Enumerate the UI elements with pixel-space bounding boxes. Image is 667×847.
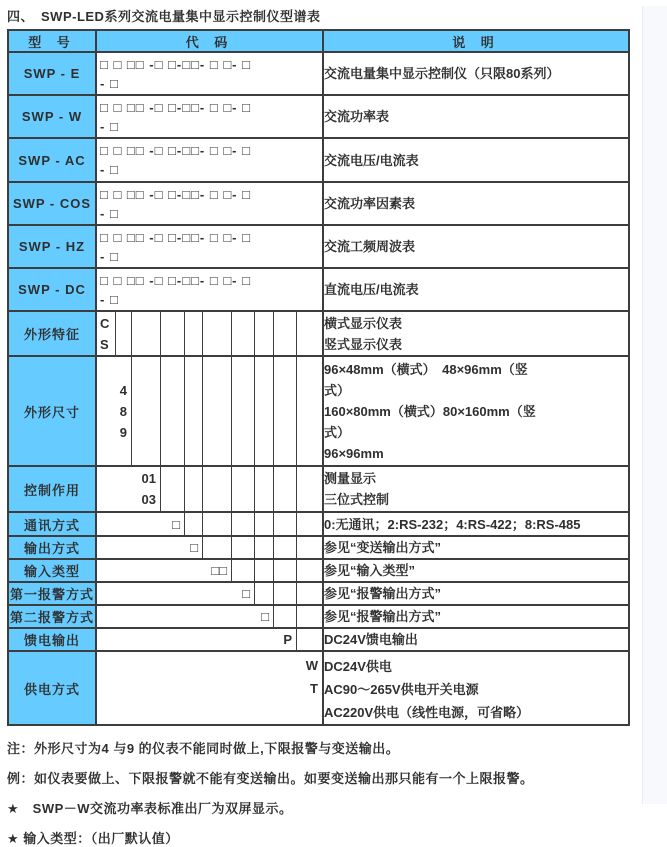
desc-cell: 96×48mm（横式） 48×96mm（竖 式） 160×80mm（横式）80×160mm（竖 式） 96×96mm xyxy=(323,356,629,466)
code-subcell xyxy=(273,513,296,535)
desc-cell: 交流功率表 xyxy=(323,95,629,138)
code-subcell xyxy=(160,357,184,465)
code-subcell xyxy=(273,537,296,558)
code-subcell xyxy=(184,513,202,535)
table-header-row xyxy=(8,30,629,52)
code-subcell xyxy=(296,560,322,581)
model-name: SWP - AC xyxy=(8,138,96,182)
code-subcell xyxy=(254,513,273,535)
desc-cell: 参见“输入类型” xyxy=(323,559,629,582)
spec-label: 外形尺寸 xyxy=(8,356,96,466)
code-value-cell: W T xyxy=(305,658,318,696)
code-boxes-line1: □ □ □□ -□ □-□□- □ □- □ xyxy=(100,186,251,202)
code-boxes-line1: □ □ □□ -□ □-□□- □ □- □ xyxy=(100,99,251,115)
code-subcell xyxy=(254,312,273,355)
spec-row-alarm-1 xyxy=(8,582,629,605)
code-boxes-line1: □ □ □□ -□ □-□□- □ □- □ xyxy=(100,229,251,245)
code-boxes-line1: □ □ □□ -□ □-□□- □ □- □ xyxy=(100,56,251,72)
code-subcell xyxy=(184,357,202,465)
code-cell xyxy=(96,466,323,512)
model-row-swp-ac xyxy=(8,138,629,182)
code-cell xyxy=(96,559,323,582)
code-subcell xyxy=(296,629,322,650)
code-cell xyxy=(96,582,323,605)
spec-label: 馈电输出 xyxy=(8,628,96,651)
desc-cell: DC24V馈电输出 xyxy=(323,628,629,651)
spec-row-alarm-2 xyxy=(8,605,629,628)
page-title: 四、 SWP-LED系列交流电量集中显示控制仪型谱表 xyxy=(7,9,321,24)
desc-cell: 交流工频周波表 xyxy=(323,225,629,268)
code-cell xyxy=(96,536,323,559)
header-model: 型 号 xyxy=(8,30,96,52)
code-subcell xyxy=(202,357,231,465)
model-name: SWP - W xyxy=(8,95,96,138)
code-subcell xyxy=(273,560,296,581)
code-cell xyxy=(96,605,323,628)
model-name: SWP - E xyxy=(8,52,96,95)
code-subcell xyxy=(296,606,322,627)
footnotes xyxy=(7,738,666,847)
code-subcell xyxy=(231,312,254,355)
code-subcell xyxy=(160,312,184,355)
code-boxes-line2: - □ xyxy=(100,205,119,221)
code-cell xyxy=(96,268,323,311)
code-value-cell: □ xyxy=(190,540,198,555)
code-subcell xyxy=(160,467,184,511)
code-boxes-line1: □ □ □□ -□ □-□□- □ □- □ xyxy=(100,143,251,158)
header-code: 代 码 xyxy=(96,30,323,52)
code-subcell xyxy=(296,467,322,511)
spec-row-output xyxy=(8,536,629,559)
code-boxes-line2: - □ xyxy=(100,162,119,177)
code-subcell xyxy=(296,312,322,355)
desc-cell: DC24V供电 AC90～265V供电开关电源 AC220V供电（线性电源，可省略） xyxy=(323,651,629,725)
spec-label: 输出方式 xyxy=(8,536,96,559)
code-value-cell: □ xyxy=(172,516,180,532)
code-value-cell: □ xyxy=(242,586,250,601)
code-subcell xyxy=(296,583,322,604)
model-row-swp-e xyxy=(8,52,629,95)
code-subcell xyxy=(254,357,273,465)
spec-label: 第二报警方式 xyxy=(8,605,96,628)
note-line: 例：如仪表要做上、下限报警就不能有变送输出。如要变送输出那只能有一个上限报警。 xyxy=(7,771,534,786)
code-boxes-line2: - □ xyxy=(100,291,119,307)
spec-row-communication xyxy=(8,512,629,536)
desc-cell: 参见“报警输出方式” xyxy=(323,605,629,628)
desc-cell: 交流电量集中显示控制仪（只限80系列） xyxy=(323,52,629,95)
code-cell xyxy=(96,356,323,466)
spec-row-control xyxy=(8,466,629,512)
code-value-cell: □□ xyxy=(211,563,227,578)
code-cell xyxy=(96,95,323,138)
spec-label: 第一报警方式 xyxy=(8,582,96,605)
code-subcell xyxy=(202,312,231,355)
desc-cell: 直流电压/电流表 xyxy=(323,268,629,311)
model-row-swp-dc xyxy=(8,268,629,311)
desc-cell: 0:无通讯；2:RS-232；4:RS-422；8:RS-485 xyxy=(323,512,629,536)
code-subcell xyxy=(184,467,202,511)
spec-label: 通讯方式 xyxy=(8,512,96,536)
code-subcell xyxy=(202,467,231,511)
code-subcell xyxy=(273,583,296,604)
code-subcell xyxy=(254,583,273,604)
code-cell xyxy=(96,182,323,225)
code-subcell xyxy=(231,357,254,465)
code-subcell xyxy=(231,513,254,535)
header-desc: 说 明 xyxy=(323,30,629,52)
model-name: SWP - DC xyxy=(8,268,96,311)
note-line: ★ 输入类型：（出厂默认值） xyxy=(7,831,179,846)
spec-label: 控制作用 xyxy=(8,466,96,512)
spec-row-power-supply xyxy=(8,651,629,725)
code-subcell xyxy=(273,467,296,511)
code-cell xyxy=(96,512,323,536)
code-value-cell: C S xyxy=(100,315,110,352)
document-page xyxy=(0,6,666,846)
code-boxes-line1: □ □ □□ -□ □-□□- □ □- □ xyxy=(100,272,251,288)
code-cell xyxy=(96,311,323,356)
code-subcell xyxy=(184,312,202,355)
code-subcell xyxy=(254,560,273,581)
code-cell xyxy=(96,138,323,182)
code-value-cell: □ xyxy=(261,609,269,624)
code-subcell xyxy=(202,513,231,535)
code-value-cell: 4 8 9 xyxy=(119,382,127,440)
code-subcell xyxy=(231,467,254,511)
note-line: ★ SWP－W交流功率表标准出厂为双屏显示。 xyxy=(7,801,293,816)
model-spectrum-table xyxy=(7,29,630,726)
spec-row-input-type xyxy=(8,559,629,582)
code-value-cell: P xyxy=(283,632,292,647)
model-row-swp-w xyxy=(8,95,629,138)
desc-cell: 交流功率因素表 xyxy=(323,182,629,225)
model-row-swp-cos xyxy=(8,182,629,225)
code-subcell xyxy=(273,606,296,627)
code-subcell xyxy=(231,560,254,581)
code-subcell xyxy=(115,312,131,355)
code-subcell xyxy=(296,513,322,535)
code-subcell xyxy=(254,467,273,511)
code-boxes-line2: - □ xyxy=(100,75,119,91)
code-subcell xyxy=(231,537,254,558)
desc-cell: 横式显示仪表 竖式显示仪表 xyxy=(323,311,629,356)
desc-cell: 交流电压/电流表 xyxy=(323,138,629,182)
code-cell xyxy=(96,225,323,268)
spec-label: 输入类型 xyxy=(8,559,96,582)
spec-label: 外形特征 xyxy=(8,311,96,356)
spec-row-dimensions xyxy=(8,356,629,466)
code-boxes-line2: - □ xyxy=(100,248,119,264)
model-name: SWP - HZ xyxy=(8,225,96,268)
desc-cell: 参见“报警输出方式” xyxy=(323,582,629,605)
model-row-swp-hz xyxy=(8,225,629,268)
spec-label: 供电方式 xyxy=(8,651,96,725)
spec-row-shape-feature xyxy=(8,311,629,356)
note-line: 注：外形尺寸为4 与9 的仪表不能同时做上,下限报警与变送输出。 xyxy=(7,741,400,756)
code-boxes-line2: - □ xyxy=(100,118,119,134)
spec-row-feed-output xyxy=(8,628,629,651)
code-subcell xyxy=(296,357,322,465)
desc-cell: 测量显示 三位式控制 xyxy=(323,466,629,512)
code-subcell xyxy=(273,312,296,355)
code-cell xyxy=(96,52,323,95)
page-margin-strip xyxy=(642,6,667,804)
code-value-cell: 01 03 xyxy=(141,471,156,507)
code-subcell xyxy=(273,357,296,465)
code-subcell xyxy=(202,537,231,558)
desc-cell: 参见“变送输出方式” xyxy=(323,536,629,559)
code-subcell xyxy=(131,312,160,355)
code-subcell xyxy=(131,357,160,465)
model-name: SWP - COS xyxy=(8,182,96,225)
code-subcell xyxy=(296,537,322,558)
code-subcell xyxy=(254,537,273,558)
code-cell xyxy=(96,651,323,725)
code-cell xyxy=(96,628,323,651)
